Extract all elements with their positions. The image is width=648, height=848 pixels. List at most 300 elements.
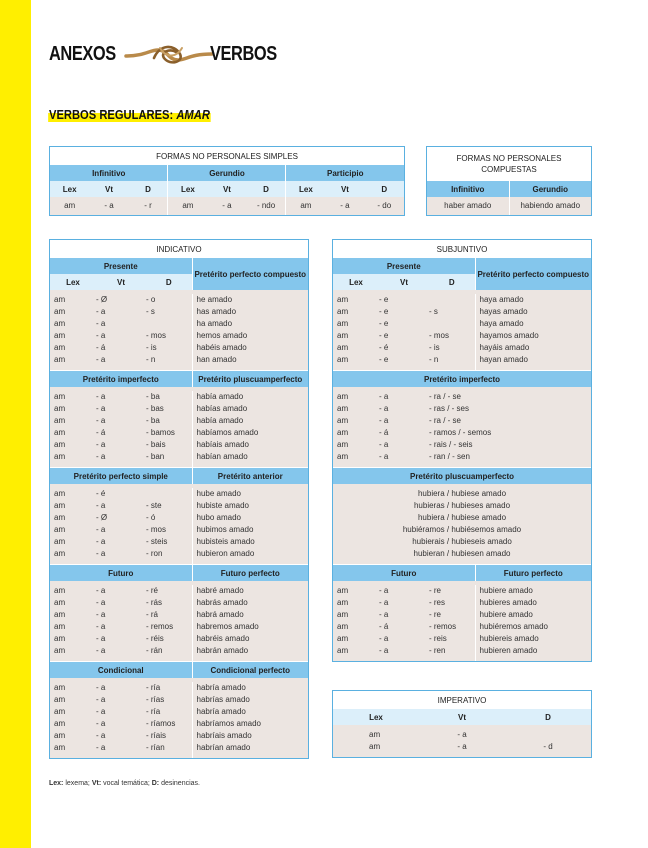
cell: habían amado (192, 451, 308, 463)
cell: - é (96, 488, 146, 500)
section-header: Futuro (333, 565, 475, 582)
cell: - e (379, 318, 429, 330)
cell: am (50, 318, 96, 330)
table-row (50, 548, 308, 560)
cell: hayáis amado (475, 342, 591, 354)
cell: - e (379, 354, 429, 366)
cell: am (333, 645, 379, 657)
cell: am (50, 609, 96, 621)
cell: - a (96, 524, 146, 536)
cell: hayamos amado (475, 330, 591, 342)
rope-knot-icon (124, 40, 214, 68)
table-row (50, 730, 308, 742)
cell: habrán amado (192, 645, 308, 657)
section-header: Presente (50, 258, 192, 274)
cell: am (50, 451, 96, 463)
table-row (50, 682, 308, 694)
table-row (50, 524, 308, 536)
cell: ha amado (192, 318, 308, 330)
cell: am (333, 330, 379, 342)
cell: - e (379, 330, 429, 342)
cell: am (50, 439, 96, 451)
column-header: Lex (50, 181, 89, 197)
cell: - e (379, 306, 429, 318)
column-header: Vt (96, 274, 146, 290)
cell: - a (96, 403, 146, 415)
cell: - res (429, 597, 475, 609)
cell: - mos (146, 524, 192, 536)
cell: - ba (146, 415, 192, 427)
table-row (50, 306, 308, 318)
cell: am (50, 548, 96, 560)
cell: - a (379, 439, 429, 451)
section-header: Presente (333, 258, 475, 274)
table-row (333, 415, 591, 427)
cell: am (50, 621, 96, 633)
cell: am (50, 354, 96, 366)
cell: am (333, 427, 379, 439)
cell: has amado (192, 306, 308, 318)
table-row (50, 633, 308, 645)
cell: - rías (146, 694, 192, 706)
cell: hubieres amado (475, 597, 591, 609)
cell: - a (96, 645, 146, 657)
column-header: Lex (168, 181, 207, 197)
table-row (333, 633, 591, 645)
table-row (333, 729, 591, 741)
cell: - ba (146, 391, 192, 403)
cell: habré amado (192, 585, 308, 597)
table-row (333, 524, 591, 536)
cell: - á (379, 621, 429, 633)
cell: - a (379, 633, 429, 645)
footnote-term: Lex: (49, 780, 64, 787)
footnote (49, 780, 200, 787)
cell: - bamos (146, 427, 192, 439)
cell: hayan amado (475, 354, 591, 366)
cell: am (50, 645, 96, 657)
table-row (333, 427, 591, 439)
cell: habría amado (192, 706, 308, 718)
section-header: Pretérito pluscuamperfecto (192, 371, 308, 388)
section-header: Pretérito pluscuamperfecto (333, 468, 591, 485)
table-row (333, 306, 591, 318)
cell: habrías amado (192, 694, 308, 706)
table-row (333, 609, 591, 621)
cell: - e (379, 294, 429, 306)
column-header: Lex (50, 274, 96, 290)
column-header: Vt (325, 181, 364, 197)
cell: - ndo (247, 197, 286, 215)
cell: hubieren amado (475, 645, 591, 657)
column-header: D (365, 181, 404, 197)
section-header: Pretérito imperfecto (333, 371, 591, 388)
column-header: Lex (333, 274, 379, 290)
cell: - ren (429, 645, 475, 657)
cell: - a (379, 415, 429, 427)
cell: hubieron amado (192, 548, 308, 560)
column-header: Vt (379, 274, 429, 290)
cell: he amado (192, 294, 308, 306)
table-row (333, 391, 591, 403)
imperativo-table (332, 690, 592, 758)
column-header: D (505, 709, 591, 725)
cell: hubisteis amado (192, 536, 308, 548)
footnote-text: vocal temática; (101, 780, 152, 787)
footnote-text: desinencias. (159, 780, 200, 787)
cell: am (50, 391, 96, 403)
cell: am (333, 633, 379, 645)
cell: habrá amado (192, 609, 308, 621)
cell: am (50, 706, 96, 718)
cell: hubieras / hubieses amado (333, 500, 591, 512)
cell: había amado (192, 415, 308, 427)
column-header: Infinitivo (427, 181, 509, 197)
table-row (333, 645, 591, 657)
cell: am (333, 741, 419, 753)
cell: - a (89, 197, 128, 215)
cell: - d (505, 741, 591, 753)
table-row (333, 330, 591, 342)
cell: - a (379, 585, 429, 597)
cell: - a (96, 451, 146, 463)
cell: - ron (146, 548, 192, 560)
cell: - bas (146, 403, 192, 415)
table-row (50, 706, 308, 718)
table-title: IMPERATIVO (333, 691, 591, 709)
table-row (50, 342, 308, 354)
section-header: Pretérito perfecto compuesto (192, 258, 308, 290)
cell: am (333, 585, 379, 597)
cell: - ras / - ses (429, 403, 591, 415)
cell: - re (429, 585, 475, 597)
cell: - ría (146, 682, 192, 694)
cell: am (333, 403, 379, 415)
table-title: INDICATIVO (50, 240, 308, 258)
cell: - a (96, 597, 146, 609)
cell: - a (379, 645, 429, 657)
cell: - re (429, 609, 475, 621)
cell: - a (207, 197, 246, 215)
cell: am (50, 294, 96, 306)
cell: - a (96, 706, 146, 718)
cell: - a (96, 306, 146, 318)
table-row (50, 694, 308, 706)
cell: - ra / - se (429, 391, 591, 403)
cell: - ste (146, 500, 192, 512)
footnote-term: D: (151, 780, 160, 787)
cell (429, 294, 475, 306)
cell: había amado (192, 391, 308, 403)
cell: - ran / - sen (429, 451, 591, 463)
column-header: Gerundio (509, 181, 591, 197)
group-header: Participio (286, 165, 404, 181)
cell: am (333, 415, 379, 427)
table-row (333, 403, 591, 415)
table-row (333, 439, 591, 451)
cell: - reis (429, 633, 475, 645)
cell: hemos amado (192, 330, 308, 342)
cell: - á (96, 342, 146, 354)
cell: - a (96, 318, 146, 330)
cell: - a (96, 500, 146, 512)
cell: habríais amado (192, 730, 308, 742)
column-header: D (247, 181, 286, 197)
cell: - a (96, 330, 146, 342)
cell: am (333, 729, 419, 741)
cell: hubiéremos amado (475, 621, 591, 633)
cell: am (333, 391, 379, 403)
cell: - n (429, 354, 475, 366)
cell: am (50, 718, 96, 730)
cell: - ré (146, 585, 192, 597)
cell: haber amado (427, 197, 509, 215)
header-anexos: ANEXOS (49, 42, 116, 65)
cell: am (50, 682, 96, 694)
table-row (50, 330, 308, 342)
cell: - réis (146, 633, 192, 645)
cell: am (50, 633, 96, 645)
table-row (50, 609, 308, 621)
column-header: Lex (333, 709, 419, 725)
cell: - rais / - seis (429, 439, 591, 451)
cell: hubiste amado (192, 500, 308, 512)
cell: - a (96, 682, 146, 694)
cell: - remos (146, 621, 192, 633)
page-title (49, 107, 210, 122)
page-accent-bar (0, 0, 31, 848)
cell: am (286, 197, 325, 215)
column-header: D (429, 274, 475, 290)
cell: - a (96, 585, 146, 597)
cell: - a (96, 694, 146, 706)
table-row (50, 451, 308, 463)
cell: - s (146, 306, 192, 318)
cell: - a (96, 742, 146, 754)
table-title: FORMAS NO PERSONALES COMPUESTAS (427, 147, 591, 181)
cell: am (333, 354, 379, 366)
table-title: SUBJUNTIVO (333, 240, 591, 258)
cell: han amado (192, 354, 308, 366)
cell (146, 318, 192, 330)
section-header: Pretérito perfecto compuesto (475, 258, 591, 290)
cell: am (50, 330, 96, 342)
column-header: Vt (419, 709, 505, 725)
cell: - a (96, 548, 146, 560)
cell: - s (429, 306, 475, 318)
cell: - mos (429, 330, 475, 342)
cell: - a (96, 439, 146, 451)
cell: habíais amado (192, 439, 308, 451)
table-row (50, 488, 308, 500)
section-header: Pretérito perfecto simple (50, 468, 192, 485)
section-header: Condicional perfecto (192, 662, 308, 679)
cell: hubieran / hubiesen amado (333, 548, 591, 560)
cell: - rá (146, 609, 192, 621)
cell: - a (96, 415, 146, 427)
cell: am (50, 524, 96, 536)
cell: habría amado (192, 682, 308, 694)
cell: am (50, 597, 96, 609)
column-header: Vt (89, 181, 128, 197)
simple-forms-table (49, 146, 405, 216)
cell: hubiera / hubiese amado (333, 512, 591, 524)
title-prefix: VERBOS REGULARES: (49, 107, 174, 122)
cell: am (333, 439, 379, 451)
cell: - a (96, 730, 146, 742)
cell: am (50, 585, 96, 597)
cell: - a (96, 609, 146, 621)
cell: - ríais (146, 730, 192, 742)
cell: am (50, 512, 96, 524)
cell: am (50, 694, 96, 706)
column-header: Lex (286, 181, 325, 197)
footnote-term: Vt: (91, 780, 102, 787)
cell: - Ø (96, 294, 146, 306)
section-header: Pretérito anterior (192, 468, 308, 485)
cell: am (50, 500, 96, 512)
title-verb: AMAR (176, 107, 210, 122)
group-header: Gerundio (168, 165, 286, 181)
cell: - a (379, 451, 429, 463)
cell: am (168, 197, 207, 215)
cell: am (50, 403, 96, 415)
table-row (50, 294, 308, 306)
cell: - do (365, 197, 404, 215)
cell: - a (325, 197, 364, 215)
column-header: D (129, 181, 168, 197)
cell: am (333, 318, 379, 330)
cell: am (333, 609, 379, 621)
cell: - a (379, 609, 429, 621)
cell: am (50, 730, 96, 742)
table-row (333, 512, 591, 524)
cell (505, 729, 591, 741)
section-header: Condicional (50, 662, 192, 679)
cell: hubimos amado (192, 524, 308, 536)
cell: habíamos amado (192, 427, 308, 439)
cell: hubiéramos / hubiésemos amado (333, 524, 591, 536)
section-header: Futuro perfecto (192, 565, 308, 582)
table-row (50, 742, 308, 754)
cell: haya amado (475, 318, 591, 330)
cell: - a (379, 403, 429, 415)
table-row (333, 294, 591, 306)
column-header: Vt (207, 181, 246, 197)
cell: - a (96, 633, 146, 645)
cell: habrían amado (192, 742, 308, 754)
table-row (333, 451, 591, 463)
footnote-text: lexema; (63, 780, 92, 787)
cell: habiendo amado (509, 197, 591, 215)
table-row (50, 512, 308, 524)
cell: - o (146, 294, 192, 306)
cell: - ó (146, 512, 192, 524)
cell: - ríamos (146, 718, 192, 730)
table-row (427, 197, 591, 215)
cell: - rás (146, 597, 192, 609)
cell (146, 488, 192, 500)
table-row (333, 597, 591, 609)
table-row (50, 427, 308, 439)
cell: habrás amado (192, 597, 308, 609)
cell: - ban (146, 451, 192, 463)
cell: - n (146, 354, 192, 366)
table-row (333, 621, 591, 633)
cell: am (50, 488, 96, 500)
cell: - ra / - se (429, 415, 591, 427)
cell: am (333, 306, 379, 318)
cell: - a (379, 597, 429, 609)
column-header: D (146, 274, 192, 290)
table-row (50, 500, 308, 512)
table-row (50, 585, 308, 597)
cell: hubiere amado (475, 609, 591, 621)
cell: am (333, 451, 379, 463)
table-row (333, 536, 591, 548)
table-row (50, 621, 308, 633)
cell: habremos amado (192, 621, 308, 633)
table-row (50, 597, 308, 609)
cell: - is (429, 342, 475, 354)
cell: haya amado (475, 294, 591, 306)
cell: am (50, 742, 96, 754)
table-row (50, 536, 308, 548)
table-row (333, 318, 591, 330)
section-header: Futuro (50, 565, 192, 582)
table-row (50, 403, 308, 415)
cell: - a (419, 729, 505, 741)
cell: - a (379, 391, 429, 403)
group-header: Infinitivo (50, 165, 168, 181)
table-row (50, 391, 308, 403)
table-row (333, 585, 591, 597)
cell: hubierais / hubieseis amado (333, 536, 591, 548)
cell: habéis amado (192, 342, 308, 354)
cell: - é (379, 342, 429, 354)
cell: - is (146, 342, 192, 354)
cell: am (50, 536, 96, 548)
cell: am (333, 342, 379, 354)
cell: - steis (146, 536, 192, 548)
cell: am (50, 197, 89, 215)
cell: - bais (146, 439, 192, 451)
cell: - á (96, 427, 146, 439)
header-verbos: VERBOS (210, 42, 278, 65)
table-row (333, 354, 591, 366)
table-row (50, 718, 308, 730)
cell: - a (96, 391, 146, 403)
cell: am (50, 306, 96, 318)
cell: - mos (146, 330, 192, 342)
cell: - rían (146, 742, 192, 754)
table-row (50, 197, 404, 215)
cell: hubiera / hubiese amado (333, 488, 591, 500)
cell: - Ø (96, 512, 146, 524)
cell: - a (96, 621, 146, 633)
compound-forms-table (426, 146, 592, 216)
cell: - a (96, 536, 146, 548)
cell: hayas amado (475, 306, 591, 318)
cell: am (50, 342, 96, 354)
subjuntivo-table (332, 239, 592, 662)
cell: hubo amado (192, 512, 308, 524)
cell: - remos (429, 621, 475, 633)
cell: am (50, 415, 96, 427)
table-title: FORMAS NO PERSONALES SIMPLES (50, 147, 404, 165)
table-row (50, 645, 308, 657)
cell: habréis amado (192, 633, 308, 645)
